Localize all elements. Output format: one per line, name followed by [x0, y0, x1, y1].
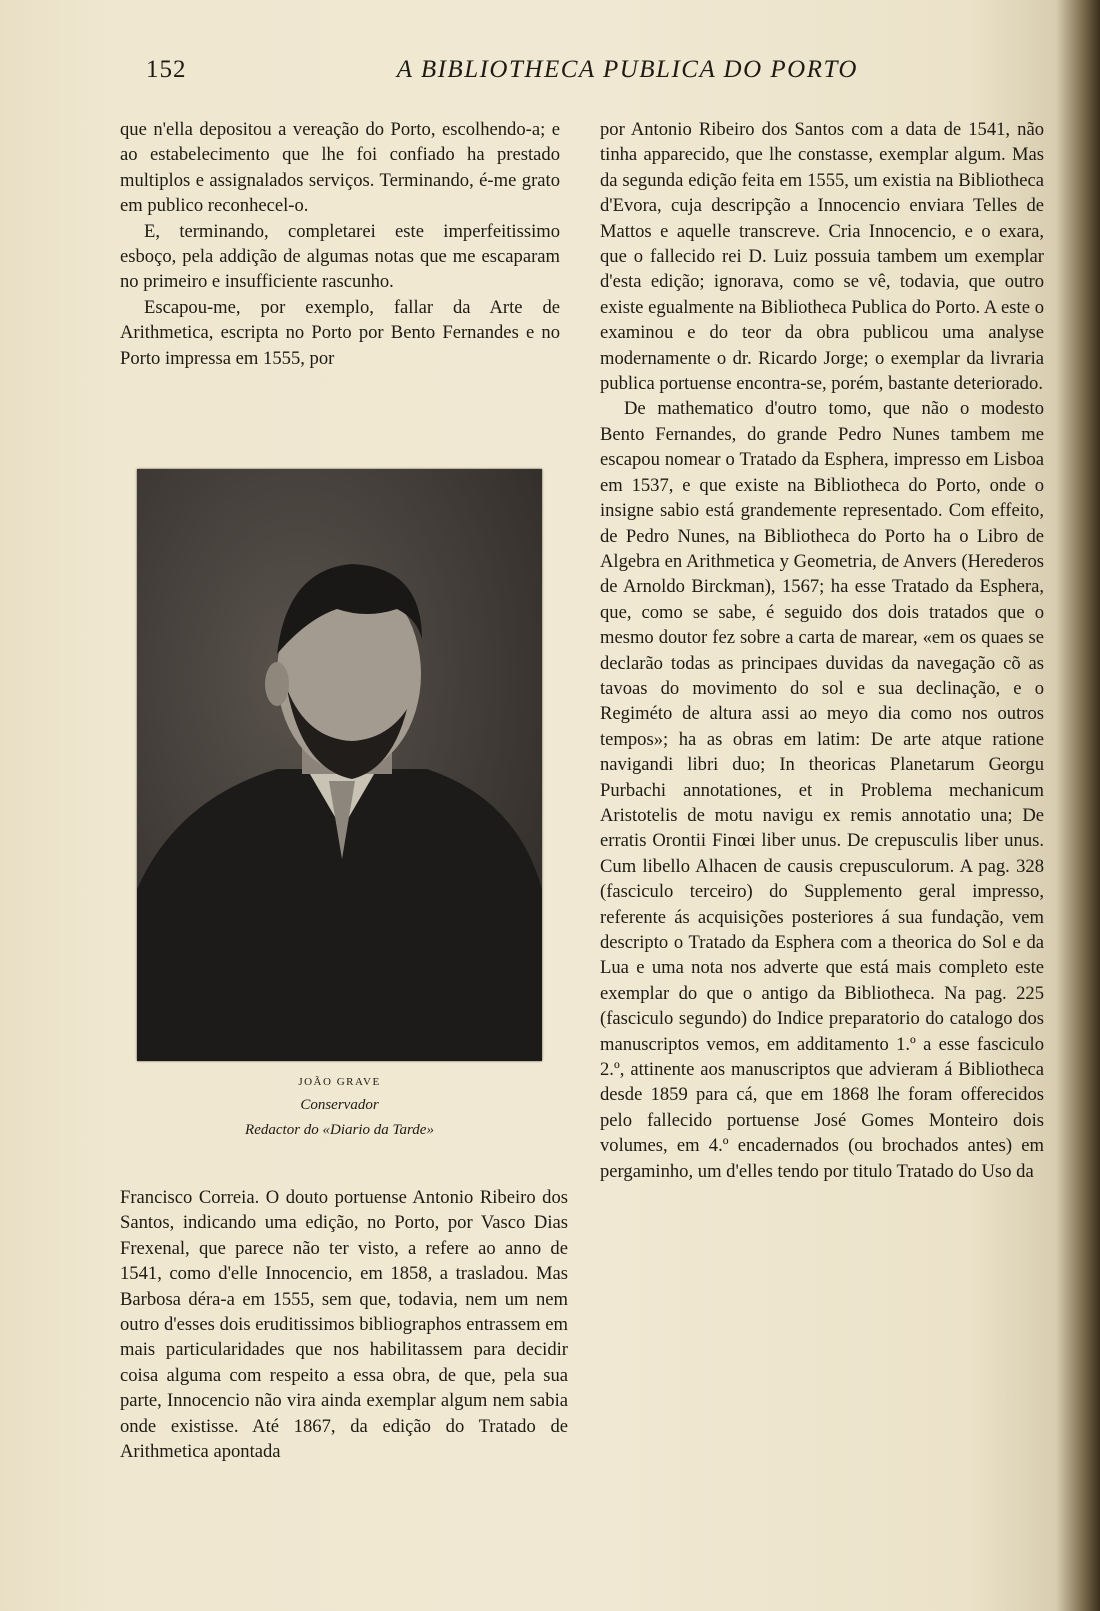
paragraph: Escapou-me, por exemplo, fallar da Arte de Arithmetica, escripta no Porto por Bento Fernandes e no Porto impressa em 1555, por: [120, 296, 560, 369]
left-column-bottom: [120, 1185, 568, 1464]
right-column: [600, 117, 1044, 1184]
portrait-caption-role: Conservador: [300, 1097, 379, 1113]
paragraph: por Antonio Ribeiro dos Santos com a data de 1541, não tinha apparecido, que lhe constasse, exemplar algum. Mas da segunda edição feita em 1555, um existia na Bibliotheca d'Evora, cuja descripção a Innocencio enviara Telles de Mattos e aquelle transcreve. Cria Innocencio, e o exara, que o fallecido rei D. Luiz possuia tambem um exemplar d'esta edição; ignorava, como se vê, todavia, que outro existe egualmente na Bibliotheca Publica do Porto. A este o examinou e do teor da obra publicou uma analyse modernamente o dr. Ricardo Jorge; o exemplar da livraria publica portuense encontra-se, porém, bastante deteriorado.: [600, 119, 1044, 395]
paragraph: que n'ella depositou a vereação do Porto, escolhendo-a; e ao estabelecimento que lhe foi confiado ha prestado multiplos e assignalados serviços. Terminando, é-me grato em publico reconhecel-o.: [120, 119, 560, 217]
paragraph: Francisco Correia. O douto portuense Antonio Ribeiro dos Santos, indicando uma edição, no Porto, por Vasco Dias Frexenal, que parece não ter visto, a refere ao anno de 1541, como d'elle Innocencio, em 1858, a trasladou. Mas Barbosa déra-a em 1555, sem que, todavia, nem um nem outro d'esses dois eruditissimos bibliographos entrassem em mais particularidades que nos habilitassem para decidir coisa alguma com respeito a essa obra, de que, pela sua parte, Innocencio não vira ainda exemplar algum nem sabia onde existisse. Até 1867, da edição do Tratado de Arithmetica apontada: [120, 1187, 568, 1463]
paragraph: De mathematico d'outro tomo, que não o modesto Bento Fernandes, do grande Pedro Nunes tambem me escapou nomear o Tratado da Esphera, impresso em Lisboa em 1537, e que existe na Bibliotheca do Porto, onde o insigne sabio está grandemente representado. Com effeito, de Pedro Nunes, na Bibliotheca do Porto ha o Libro de Algebra en Arithmetica y Geometria, de Anvers (Herederos de Arnoldo Birckman), 1567; ha esse Tratado da Esphera, que, como se sabe, é seguido dos dois tratados que o mesmo doutor fez sobre a carta de marear, «em os quaes se declarão todas as principaes duvidas da navegação cõ as tavoas do movimento do sol e sua declinação, e o Regiméto de altura assi ao meyo dia como nos outros tempos»; ha as obras em latim: De arte atque ratione navigandi libri duo; In theoricas Planetarum Georgu Purbachi annotationes, et in Problema mechanicum Aristotelis de motu navigu ex remis annotatio una; De erratis Orontii Finœi liber unus. De crepusculis liber unus. Cum libello Alhacen de causis crepusculorum. A pag. 328 (fasciculo terceiro) do Supplemento geral impresso, referente ás acquisições posteriores á sua fundação, vem descripto o Tratado da Esphera com a theorica do Sol e da Lua e uma nota nos adverte que está mais completo este exemplar do que o antigo da Bibliotheca. Na pag. 225 (fasciculo segundo) do Indice preparatorio do catalogo dos manuscriptos vemos, em additamento 1.º a esse fasciculo 2.º, attinente aos manuscriptos que advieram á Bibliotheca desde 1859 para cá, que em 1868 lhe foram offerecidos pelo fallecido portuense José Gomes Monteiro dois volumes, em 4.º encadernados (ou brochados antes) em pergaminho, um d'elles tendo por titulo Tratado do Uso da: [600, 398, 1044, 1182]
page-header: [146, 56, 858, 92]
portrait-caption-name: JOÃO GRAVE: [298, 1076, 381, 1088]
portrait-caption-subtitle: Redactor do «Diario da Tarde»: [245, 1122, 434, 1138]
left-column-top: [120, 117, 560, 371]
running-title: A BIBLIOTHECA PUBLICA DO PORTO: [396, 56, 858, 83]
paragraph: E, terminando, completarei este imperfeitissimo esboço, pela addição de algumas notas que me escaparam no primeiro e insufficiente rascunho.: [120, 220, 560, 293]
portrait-photo: [137, 469, 542, 1061]
page-number: 152: [146, 56, 187, 83]
